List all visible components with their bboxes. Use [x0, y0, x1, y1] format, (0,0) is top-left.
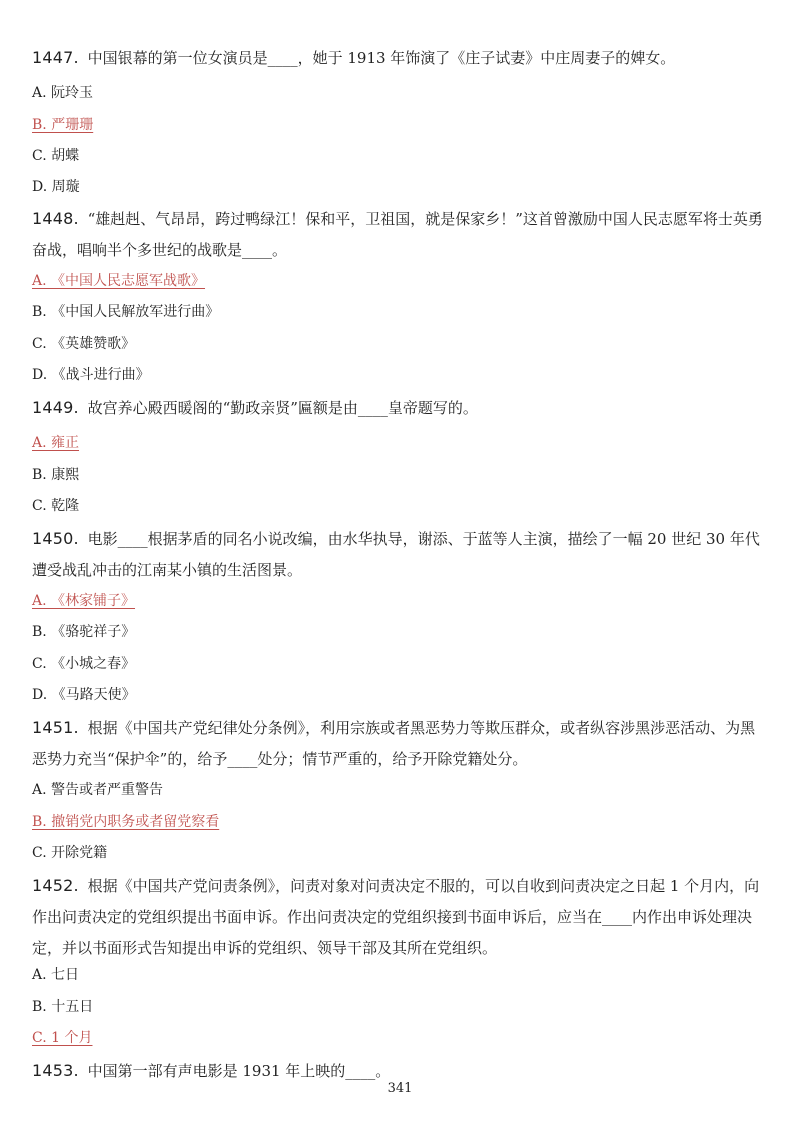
option-a: A. 七日	[32, 967, 80, 983]
question-body: 根据《中国共产党问责条例》，问责对象对问责决定不服的，可以自收到问责决定之日起 1 个月内，向作出问责决定的党组织提出书面申诉。作出问责决定的党组织接到书面申诉后，应当在____内作出申诉处理决定，并以书面形式告知提出申诉的党组织、领导干部及其所在党组织。	[32, 877, 760, 957]
option-c: C. 《小城之春》	[32, 656, 136, 672]
page-number: 341	[387, 1081, 413, 1096]
option-a-correct: A. 《林家铺子》	[32, 593, 136, 609]
question-number: 1453.	[32, 1061, 79, 1080]
option-b: B. 《中国人民解放军进行曲》	[32, 304, 220, 320]
question-body: 根据《中国共产党纪律处分条例》，利用宗族或者黑恶势力等欺压群众，或者纵容涉黑涉恶活动、为黑恶势力充当“保护伞”的，给予____处分；情节严重的，给予开除党籍处分。	[32, 719, 756, 768]
question-text	[32, 392, 770, 424]
option-b: B. 《骆驼祥子》	[32, 624, 136, 640]
question-body: 中国第一部有声电影是 1931 年上映的____。	[87, 1062, 391, 1080]
option-c: C. 胡蝶	[32, 148, 80, 164]
question-body: 故宫养心殿西暖阁的“勤政亲贤”匾额是由____皇帝题写的。	[87, 399, 478, 417]
option-c: C. 开除党籍	[32, 845, 108, 861]
question-number: 1447.	[32, 48, 79, 67]
question-text	[32, 712, 770, 775]
option-b-correct: B. 撤销党内职务或者留党察看	[32, 814, 220, 830]
option-a: A. 阮玲玉	[32, 85, 94, 101]
question-text	[32, 523, 770, 586]
question-number: 1452.	[32, 876, 79, 895]
option-a-correct: A. 《中国人民志愿军战歌》	[32, 273, 206, 289]
question-body: “雄赳赳、气昂昂，跨过鸭绿江！保和平，卫祖国，就是保家乡！”这首曾激励中国人民志愿军将士英勇奋战，唱响半个多世纪的战歌是____。	[32, 210, 763, 259]
option-a-correct: A. 雍正	[32, 435, 80, 451]
question-text	[32, 203, 770, 266]
option-b: B. 十五日	[32, 999, 94, 1015]
option-b: B. 康熙	[32, 467, 80, 483]
question-number: 1450.	[32, 529, 79, 548]
question-text	[32, 42, 770, 74]
question-number: 1448.	[32, 209, 79, 228]
option-b-correct: B. 严珊珊	[32, 117, 94, 133]
question-number: 1451.	[32, 718, 79, 737]
option-d: D. 《马路天使》	[32, 687, 136, 703]
option-c: C. 《英雄赞歌》	[32, 336, 136, 352]
option-d: D. 周璇	[32, 179, 80, 195]
option-c-correct: C. 1 个月	[32, 1030, 93, 1046]
option-a: A. 警告或者严重警告	[32, 782, 164, 798]
question-number: 1449.	[32, 398, 79, 417]
option-c: C. 乾隆	[32, 498, 80, 514]
question-text	[32, 870, 770, 964]
question-body: 电影____根据茅盾的同名小说改编，由水华执导，谢添、于蓝等人主演，描绘了一幅 20 世纪 30 年代遭受战乱冲击的江南某小镇的生活图景。	[32, 530, 760, 579]
question-body: 中国银幕的第一位女演员是____，她于 1913 年饰演了《庄子试妻》中庄周妻子的婢女。	[87, 49, 676, 67]
option-d: D. 《战斗进行曲》	[32, 367, 150, 383]
